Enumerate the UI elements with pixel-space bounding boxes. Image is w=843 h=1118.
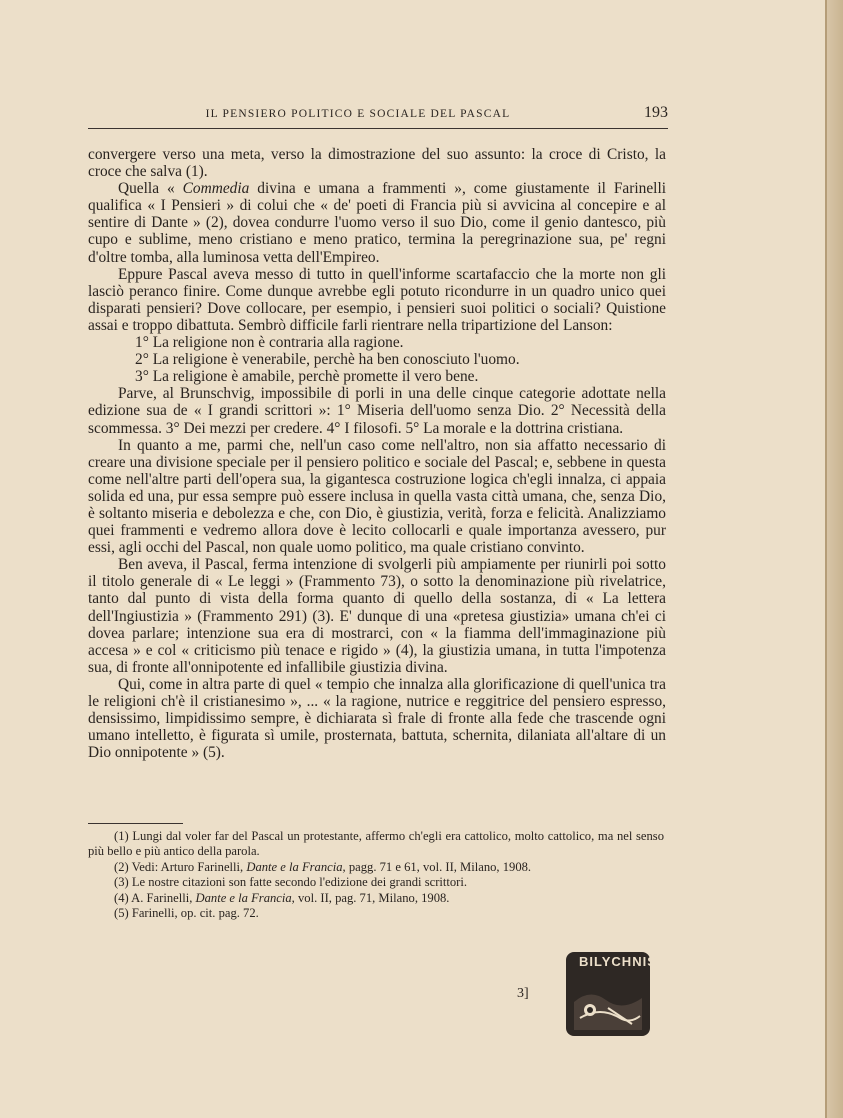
paragraph: Parve, al Brunschvig, impossibile di porli in una delle cinque categorie adottate nella edizione sua de « I grandi scrittori »: 1° Miseria dell'uomo senza Dio. 2° Necessità della scommessa. 3° Dei mezzi per credere. 4° I filosofi. 5° La morale e la dottrina cristiana.: [88, 385, 666, 437]
page-edge: [825, 0, 843, 1118]
running-title: IL PENSIERO POLITICO E SOCIALE DEL PASCAL: [205, 108, 511, 120]
italic-title: Commedia: [182, 180, 250, 198]
text-run: divina e umana a frammenti », come giustamente il Farinelli qualifica « I Pensieri » di colui che « de' poeti di Francia più si avvicina al concepire e al sentire di Dante » (2), dovea condurre l'uomo verso il suo Dio, come il genio dantesco, più cupo e sublime, meno cristiano e meno pratico, termina la peregrinazione sua, pe' regni d'oltre tomba, alla luminosa vetta dell'Empireo.: [88, 180, 666, 266]
signature-mark: 3]: [517, 986, 529, 1001]
list-item: 1° La religione non è contraria alla ragione.: [135, 334, 404, 352]
list-item: 2° La religione è venerabile, perchè ha ben conosciuto l'uomo.: [135, 351, 520, 369]
text-run: vol. II, pag. 71, Milano, 1908.: [294, 890, 450, 905]
body-text: [88, 146, 666, 761]
italic-title: Dante e la Francia,: [195, 890, 295, 905]
header-rule: [88, 128, 668, 129]
bookplate-caption: BILYCHNIS: [579, 954, 657, 969]
text-run: pagg. 71 e 61, vol. II, Milano, 1908.: [345, 859, 532, 874]
paragraph: In quanto a me, parmi che, nell'un caso come nell'altro, non sia affatto necessario di creare una divisione speciale per il pensiero politico e sociale del Pascal; e, sebbene in questa come nell'altre parti dell'opera sua, la gigantesca costruzione logica ch'egli innalza, ci appaia solida ed una, pur essa sempre può essere inclusa in quella vasta città umana, che, senza Dio, è soltanto miseria e debolezza e che, con Dio, è giustizia, verità, forza e felicità. Analizziamo quei frammenti e vedremo allora dove è lecito collocarli e quale importanza avessero, pur essi, agli occhi del Pascal, non quale uomo politico, ma quale cristiano convinto.: [88, 436, 666, 557]
page-header: [88, 106, 668, 128]
text-run: (4) A. Farinelli,: [114, 890, 196, 905]
page-number: 193: [644, 104, 668, 121]
footnote: (3) Le nostre citazioni son fatte secondo l'edizione dei grandi scrittori.: [114, 875, 468, 890]
footnote: (1) Lungi dal voler far del Pascal un protestante, affermo ch'egli era cattolico, molto cattolico, ma nel senso più bello e più antico della parola.: [88, 829, 664, 859]
paragraph: Ben aveva, il Pascal, ferma intenzione di svolgerli più ampiamente per riunirli poi sotto il titolo generale di « Le leggi » (Frammento 73), o sotto la denominazione più rivelatrice, tanto dal punto di vista della forma quanto di quello della sostanza, di « La lettera dell'Ingiustizia » (Frammento 291) (3). E' dunque di una «pretesa giustizia» umana ch'ei ci dovea parlare; intenzione sua era di mostrarci, con « la fiamma dell'immaginazione più accesa » e col « criticismo più tenace e rigido » (4), la giustizia umana, in tutta l'impotenza sua, di fronte all'onnipotente ed infallibile giustizia divina.: [88, 556, 666, 676]
text-run: (2) Vedi: Arturo Farinelli,: [114, 859, 247, 874]
footnote: [88, 891, 664, 906]
paragraph: convergere verso una meta, verso la dimostrazione del suo assunto: la croce di Cristo, la croce che salva (1).: [88, 146, 666, 181]
paragraph: Qui, come in altra parte di quel « tempio che innalza alla glorificazione di quell'unica tra le religioni ch'è il cristianesimo », ... « la ragione, nutrice e reggitrice del pensiero espresso, densissimo, limpidissimo sempre, è dichiarata sì frale di fronte alla fede che trascende ogni umano intelletto, è figurata sì umile, prosternata, battuta, schernita, dilaniata all'altare di un Dio onnipotente » (5).: [88, 675, 666, 762]
footnote: (5) Farinelli, op. cit. pag. 72.: [114, 906, 259, 921]
italic-title: Dante e la Francia,: [246, 859, 346, 874]
list-item: 3° La religione è amabile, perchè promette il vero bene.: [135, 368, 479, 386]
paragraph: [88, 180, 666, 265]
footnote-rule: [88, 823, 183, 824]
footnote: [88, 860, 664, 875]
footnotes: [88, 829, 664, 921]
paragraph: Eppure Pascal aveva messo di tutto in quell'informe scartafaccio che la morte non gli lasciò peranco finire. Come dunque avrebbe egli potuto ricondurre in un quadro unico quei disparati pensieri? Dove collocare, per esempio, i pensieri suoi politici o sociali? Quistione assai e troppo dibattuta. Sembrò difficile farli rientrare nella tripartizione del Lanson:: [88, 265, 666, 334]
text-run: Quella «: [118, 180, 183, 198]
